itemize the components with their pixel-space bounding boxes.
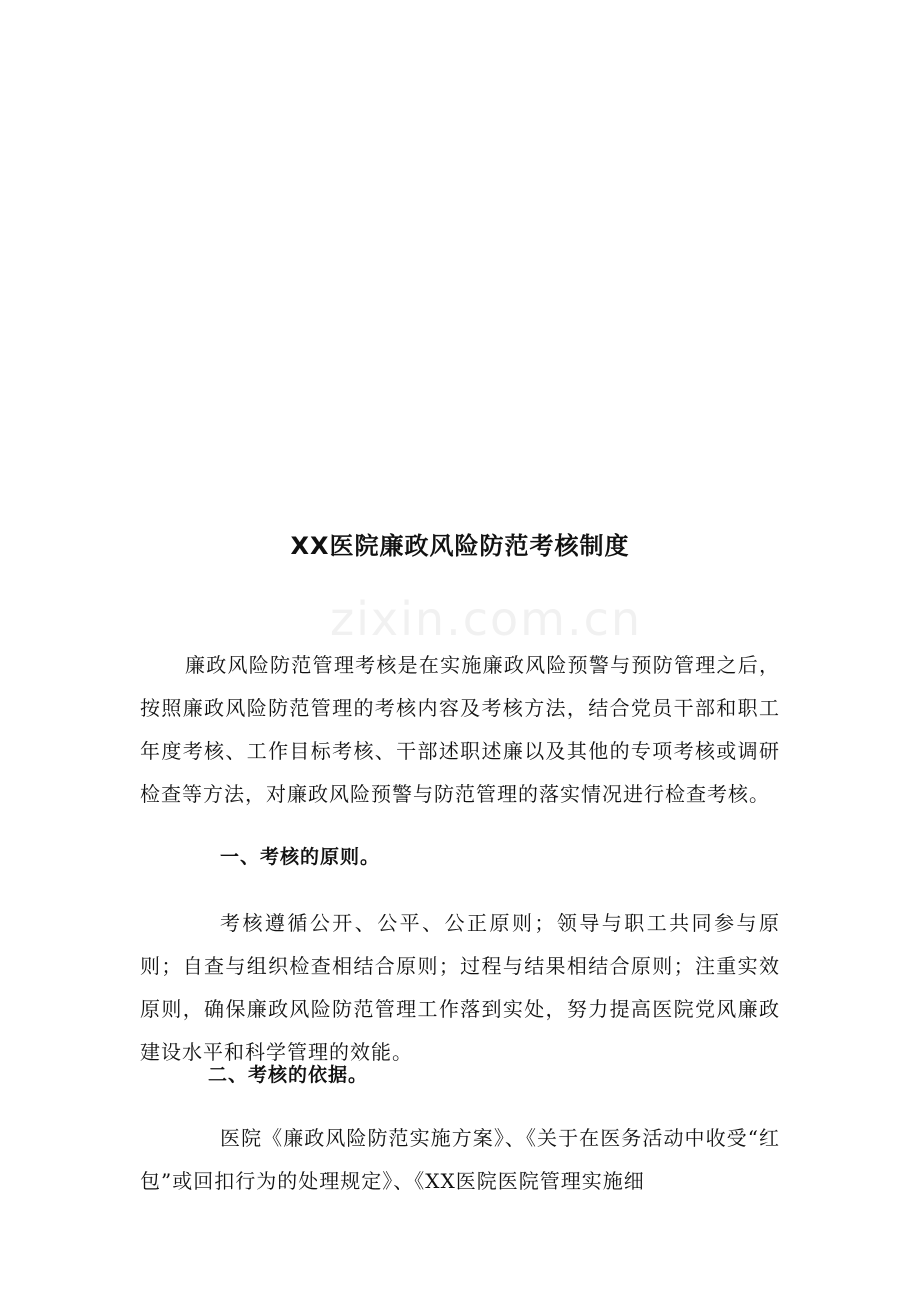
principles-paragraph: 考核遵循公开、公平、公正原则；领导与职工共同参与原则；自查与组织检查相结合原则；过程与结果相结合原则；注重实效原则，确保廉政风险防范管理工作落到实处，努力提高医院党风廉政建设水平和科学管理的效能。	[140, 911, 780, 1064]
basis-paragraph: 医院《廉政风险防范实施方案》、《关于在医务活动中收受“红包”或回扣行为的处理规定》、《XX医院医院管理实施细	[140, 1126, 780, 1193]
section-heading-basis: 二、考核的依据。	[208, 1064, 369, 1086]
watermark: zixin.com.cn	[330, 592, 643, 646]
intro-paragraph: 廉政风险防范管理考核是在实施廉政风险预警与预防管理之后，按照廉政风险防范管理的考核内容及考核方法，结合党员干部和职工年度考核、工作目标考核、干部述职述廉以及其他的专项考核或调研检查等方法，对廉政风险预警与防范管理的落实情况进行检查考核。	[140, 653, 780, 806]
section-heading-principles: 一、考核的原则。	[220, 846, 381, 868]
document-title: XX医院廉政风险防范考核制度	[290, 532, 630, 560]
